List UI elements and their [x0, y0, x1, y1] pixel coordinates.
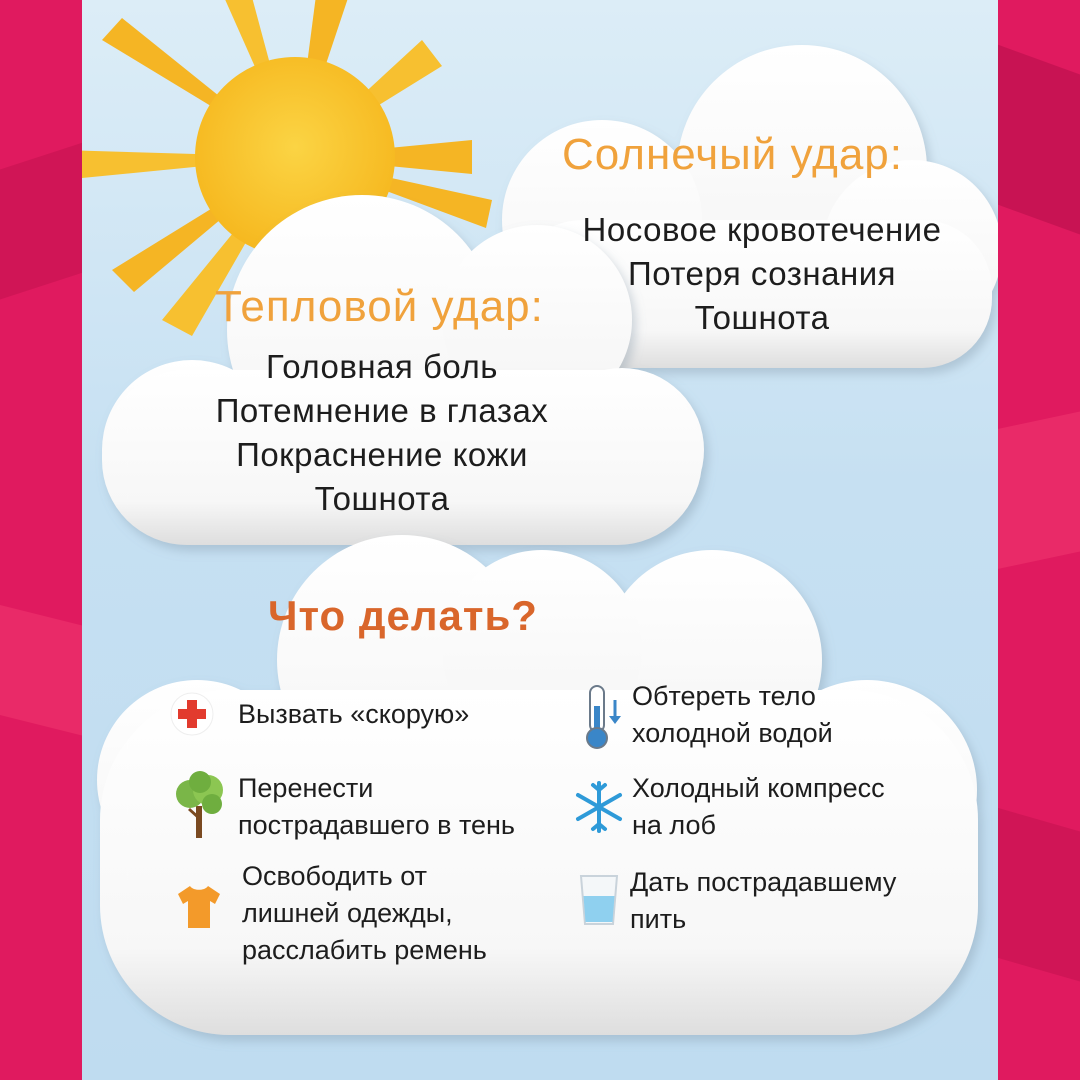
- sun-stroke-symptom-list: [552, 208, 972, 348]
- what-to-do-title: Что делать?: [268, 592, 538, 639]
- thermometer-icon: [582, 682, 624, 752]
- action-move-to-shade: Перенести пострадавшего в тень: [238, 773, 516, 840]
- action-cold-compress: Холодный компресс на лоб: [632, 773, 885, 840]
- symptom-item: Тошнота: [314, 480, 450, 517]
- sun-stroke-title: Солнечый удар:: [562, 130, 903, 179]
- snowflake-icon: [572, 780, 626, 834]
- tree-icon: [172, 770, 228, 840]
- heat-stroke-symptom-list: [172, 345, 592, 525]
- action-wipe-with-cold-water: Обтереть тело холодной водой: [632, 681, 833, 748]
- heat-stroke-title: Тепловой удар:: [215, 282, 544, 331]
- action-give-drink: Дать пострадавшему пить: [630, 867, 897, 934]
- symptom-item: Головная боль: [266, 348, 498, 385]
- symptom-item: Носовое кровотечение: [582, 211, 942, 248]
- symptom-item: Потеря сознания: [627, 255, 897, 292]
- symptom-item: Тошнота: [694, 299, 830, 336]
- infographic-poster: [82, 0, 998, 1080]
- red-cross-icon: [170, 692, 214, 736]
- action-loosen-clothes: Освободить от лишней одежды, расслабить ремень: [242, 861, 487, 965]
- action-call-ambulance: Вызвать «скорую»: [238, 699, 470, 729]
- tshirt-icon: [174, 882, 224, 932]
- symptom-item: Покраснение кожи: [236, 436, 528, 473]
- symptom-item: Потемнение в глазах: [215, 392, 549, 429]
- water-glass-icon: [577, 872, 621, 928]
